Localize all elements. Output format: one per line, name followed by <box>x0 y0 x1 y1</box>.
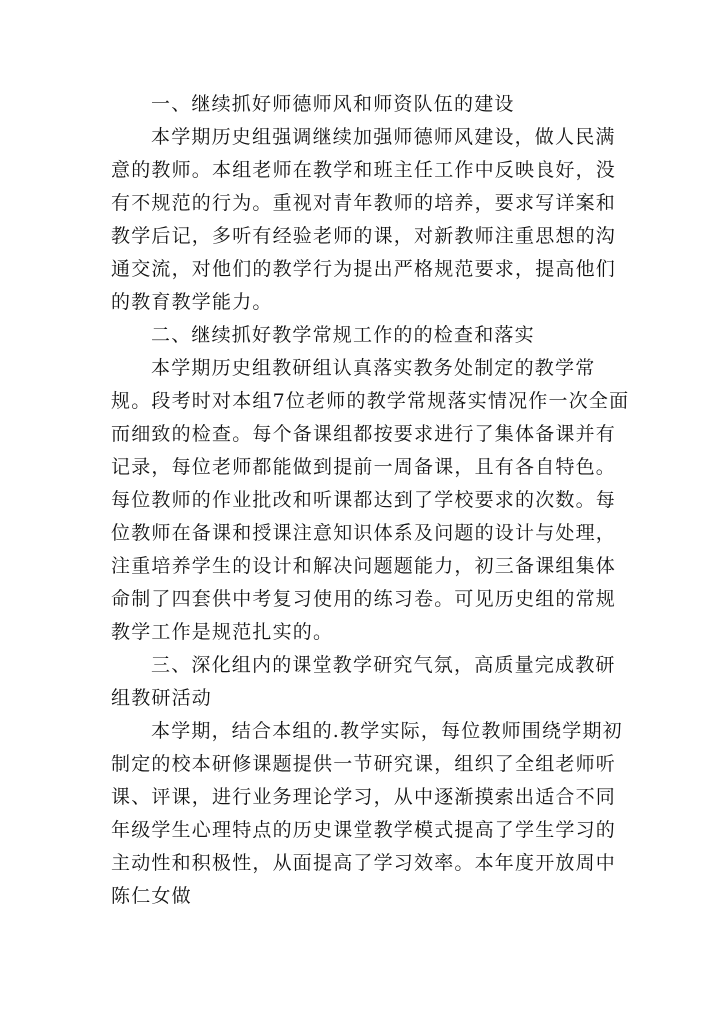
section-body-1: 本学期历史组强调继续加强师德师风建设，做人民满意的教师。本组老师在教学和班主任工作中反映良好，没有不规范的行为。重视对青年教师的培养，要求写详案和教学后记，多听有经验老师的课，对新教师注重思想的沟通交流，对他们的教学行为提出严格规范要求，提高他们的教育教学能力。 <box>111 126 617 313</box>
section-body-2: 本学期历史组教研组认真落实教务处制定的教学常规。段考时对本组7位老师的教学常规落实情况作一次全面而细致的检查。每个备课组都按要求进行了集体备课并有记录，每位老师都能做到提前一周备课，且有各自特色。每位教师的作业批改和听课都达到了学校要求的次数。每位教师在备课和授课注意知识体系及问题的设计与处理，注重培养学生的设计和解决问题题能力，初三备课组集体命制了四套供中考复习使用的练习卷。可见历史组的常规教学工作是规范扎实的。 <box>111 357 630 643</box>
section-heading-2: 二、继续抓好教学常规工作的的检查和落实 <box>151 324 535 346</box>
section-heading-1: 一、继续抓好师德师风和师资队伍的建设 <box>151 93 515 115</box>
document-page <box>111 88 631 913</box>
section-body-3: 本学期，结合本组的.教学实际，每位教师围绕学期初制定的校本研修课题提供一节研究课，组织了全组老师听课、评课，进行业务理论学习，从中逐渐摸索出适合不同年级学生心理特点的历史课堂教学模式提高了学生学习的主动性和积极性，从面提高了学习效率。本年度开放周中陈仁女做 <box>111 720 623 907</box>
section-heading-3: 三、深化组内的课堂教学研究气氛，高质量完成教研组教研活动 <box>111 654 616 709</box>
